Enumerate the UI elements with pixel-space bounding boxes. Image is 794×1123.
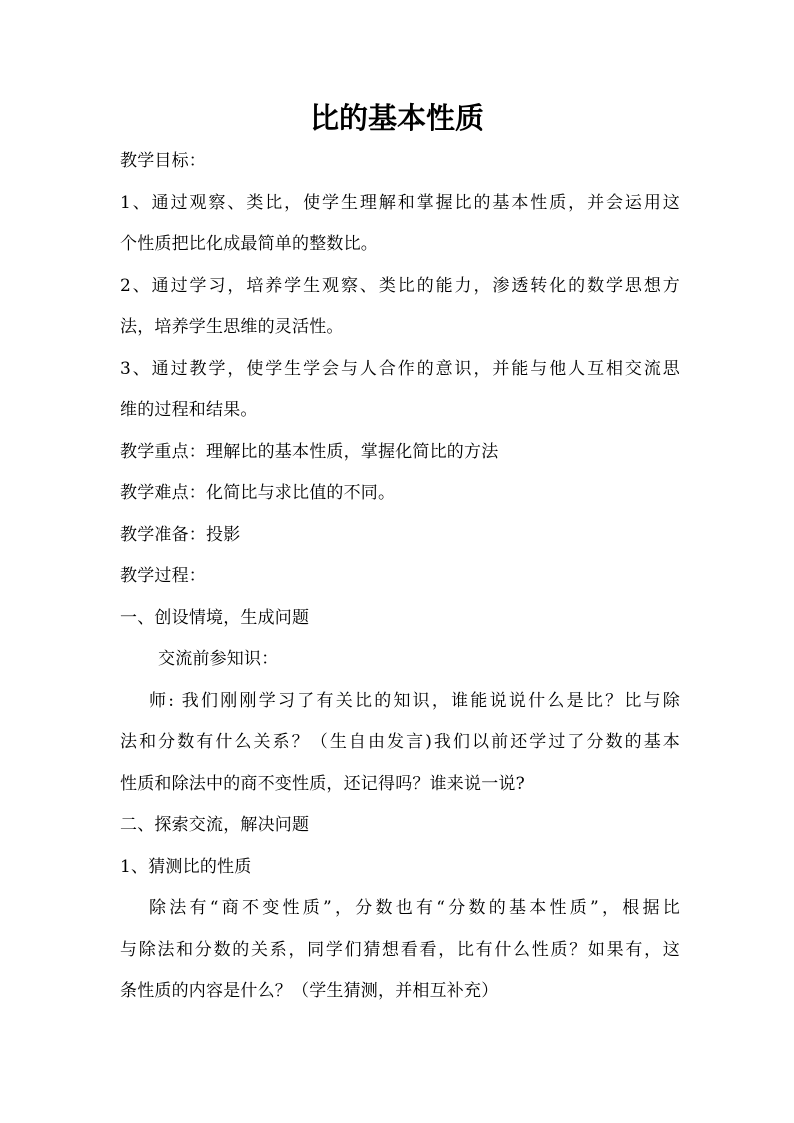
objective-2-line-1: 2、通过学习，培养学生观察、类比的能力，渗透转化的数学思想方 <box>120 275 680 296</box>
guess-paragraph-line-1: 除法有“商不变性质”，分数也有“分数的基本性质”，根据比 <box>149 898 680 918</box>
prior-knowledge-heading: 交流前参知识： <box>158 649 279 669</box>
objective-2-line-2: 法，培养学生思维的灵活性。 <box>120 317 344 337</box>
objective-3-line-2: 维的过程和结果。 <box>120 400 258 420</box>
objective-1-line-1: 1、通过观察、类比，使学生理解和掌握比的基本性质，并会运用这 <box>120 192 680 213</box>
teaching-key-points: 教学重点：理解比的基本性质，掌握化简比的方法 <box>120 441 499 462</box>
section-heading-objectives: 教学目标： <box>120 151 206 171</box>
teacher-paragraph-line-1: 师: 我们刚刚学习了有关比的知识，谁能说说什么是比？比与除 <box>149 690 680 711</box>
document-body <box>120 141 680 1013</box>
objective-1-line-2: 个性质把比化成最简单的整数比。 <box>120 234 378 254</box>
step-2-heading: 二、探索交流，解决问题 <box>120 815 310 835</box>
guess-paragraph-line-2: 与除法和分数的关系，同学们猜想看看，比有什么性质？如果有，这 <box>120 939 680 960</box>
step-1-heading: 一、创设情境，生成问题 <box>120 607 310 628</box>
teacher-paragraph-line-3: 性质和除法中的商不变性质，还记得吗？谁来说一说? <box>120 773 525 794</box>
page-title: 比的基本性质 <box>309 101 484 135</box>
guess-paragraph-line-3: 条性质的内容是什么？（学生猜测，并相互补充） <box>120 981 499 1001</box>
teacher-paragraph-line-2: 法和分数有什么关系？（生自由发言)我们以前还学过了分数的基本 <box>120 732 680 752</box>
teaching-difficulties: 教学难点：化简比与求比值的不同。 <box>120 483 396 503</box>
section-heading-process: 教学过程： <box>120 566 206 586</box>
sub-step-1-heading: 1、猜测比的性质 <box>120 856 252 877</box>
teaching-preparation: 教学准备：投影 <box>120 524 241 545</box>
objective-3-line-1: 3、通过教学，使学生学会与人合作的意识，并能与他人互相交流思 <box>120 358 680 379</box>
